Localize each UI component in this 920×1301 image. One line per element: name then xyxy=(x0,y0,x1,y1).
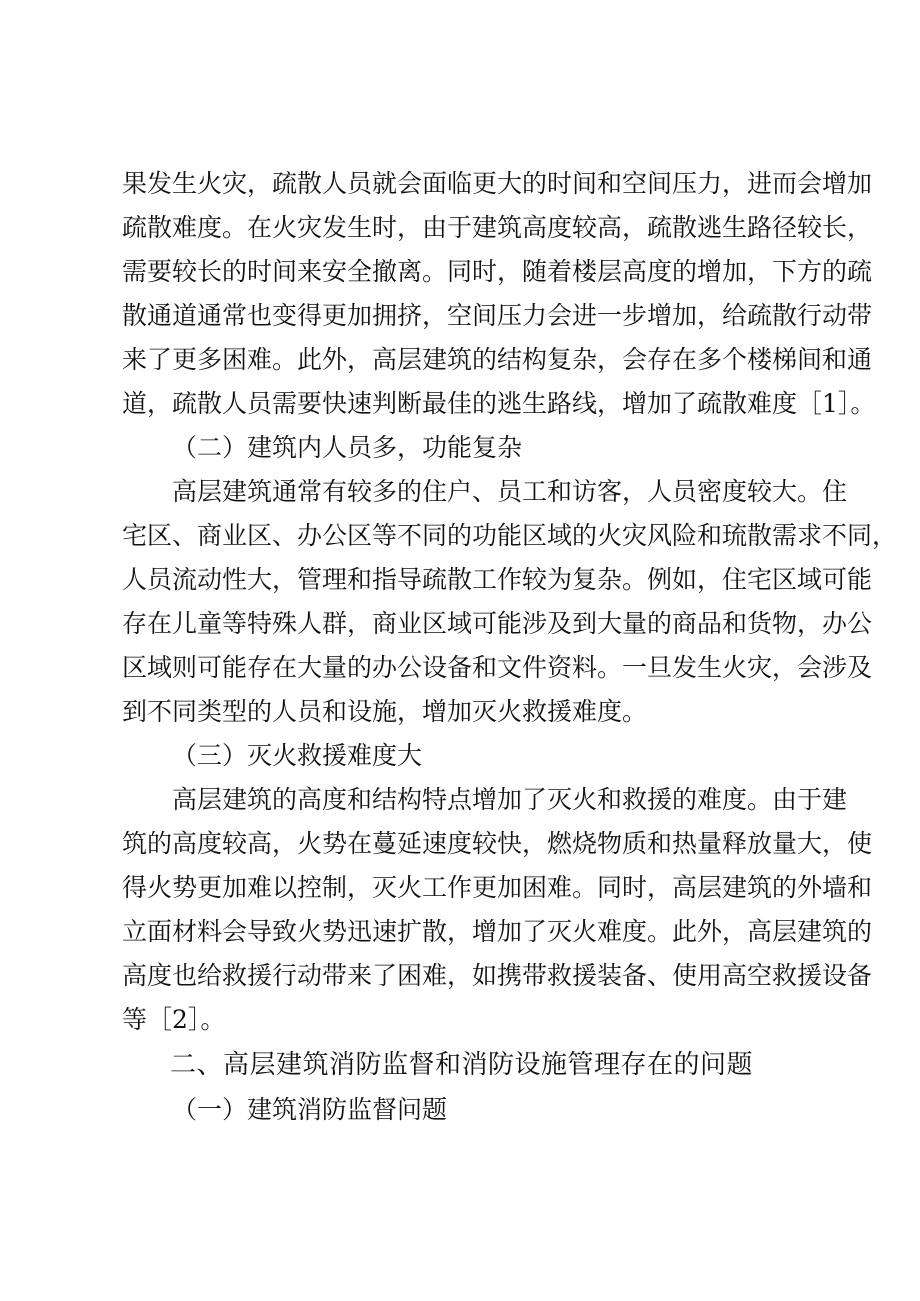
paragraph-line: 散通道通常也变得更加拥挤，空间压力会进一步增加，给疏散行动带 xyxy=(122,301,873,330)
paragraph-line: 来了更多困难。此外，高层建筑的结构复杂，会存在多个楼梯间和通 xyxy=(122,345,873,374)
paragraph-line: 高度也给救援行动带来了困难，如携带救援装备、使用高空救援设备 xyxy=(122,961,873,990)
paragraph-line: 得火势更加难以控制，灭火工作更加困难。同时，高层建筑的外墙和 xyxy=(122,873,873,902)
subheading-rescue-difficulty: （三）灭火救援难度大 xyxy=(172,741,423,770)
paragraph-line: 道，疏散人员需要快速判断最佳的逃生路线，增加了疏散难度［1］。 xyxy=(122,389,876,418)
paragraph-line: 需要较长的时间来安全撤离。同时，随着楼层高度的增加，下方的疏 xyxy=(122,257,873,286)
paragraph-line: 到不同类型的人员和设施，增加灭火救援难度。 xyxy=(122,697,648,726)
paragraph-line: 筑的高度较高，火势在蔓延速度较快，燃烧物质和热量释放量大，使 xyxy=(122,829,873,858)
paragraph-line: 人员流动性大，管理和指导疏散工作较为复杂。例如，住宅区域可能 xyxy=(122,565,873,594)
paragraph-line: 存在儿童等特殊人群，商业区域可能涉及到大量的商品和货物，办公 xyxy=(122,609,873,638)
paragraph-line: 立面材料会导致火势迅速扩散，增加了灭火难度。此外，高层建筑的 xyxy=(122,917,873,946)
paragraph-line: 等［2］。 xyxy=(122,1005,226,1034)
paragraph-line: 区域则可能存在大量的办公设备和文件资料。一旦发生火灾，会涉及 xyxy=(122,653,873,682)
paragraph-line: 宅区、商业区、办公区等不同的功能区域的火灾风险和琉散需求不同， xyxy=(122,521,898,550)
subheading-crowded-buildings: （二）建筑内人员多，功能复杂 xyxy=(172,433,523,462)
subheading-fire-supervision: （一）建筑消防监督问题 xyxy=(172,1095,448,1124)
section-heading: 二、高层建筑消防监督和消防设施管理存在的问题 xyxy=(170,1050,754,1080)
paragraph-line: 高层建筑的高度和结构特点增加了灭火和救援的难度。由于建 xyxy=(172,785,848,814)
paragraph-line: 果发生火灾，疏散人员就会面临更大的时间和空间压力，进而会增加 xyxy=(122,169,873,198)
paragraph-line: 高层建筑通常有较多的住户、员工和访客，人员密度较大。住 xyxy=(172,477,848,506)
paragraph-line: 疏散难度。在火灾发生时，由于建筑高度较高，疏散逃生路径较长， xyxy=(122,213,873,242)
